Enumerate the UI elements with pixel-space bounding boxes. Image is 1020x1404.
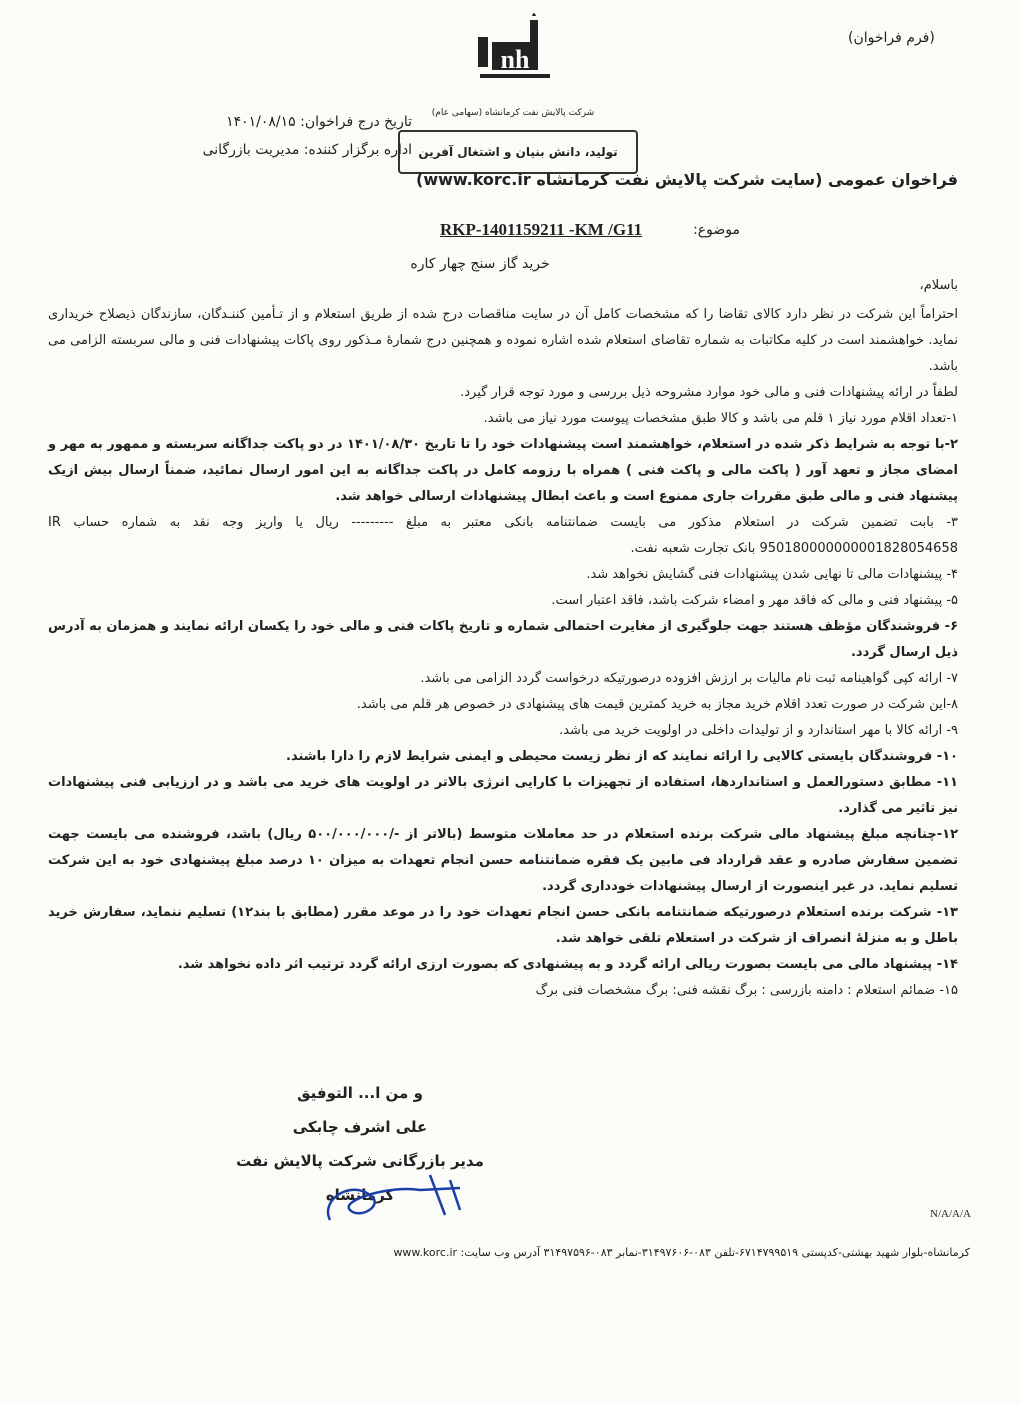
- subject-row: [440, 220, 740, 244]
- organizing-department: اداره برگزار کننده: مدیریت بازرگانی: [202, 142, 412, 158]
- footer-address: کرمانشاه-بلوار شهید بهشتی-کدپستی ۶۷۱۴۷۹۹۵۱۹-تلفن ۰۸۳-۳۱۴۹۷۶۰۶-نمابر ۰۸۳-۳۱۴۹۷۵۹۶ آدرس وب سایت: www.korc.ir: [393, 1246, 970, 1259]
- svg-text:nh: nh: [500, 45, 530, 74]
- publish-date: تاریخ درج فراخوان: ۱۴۰۱/۰۸/۱۵: [226, 114, 412, 130]
- clause-13: ۱۳- شرکت برنده استعلام درصورتیکه ضمانتنامه بانکی حسن انجام تعهدات خود را در موعد مقرر (مطابق با بند۱۲) تسلیم ننماید، سفارش خرید باطل و به منزلهٔ انصراف از شرکت در استعلام تلقی خواهد شد.: [48, 905, 958, 946]
- handwritten-signature: [310, 1160, 480, 1240]
- clause-6: ۶- فروشندگان مؤظف هستند جهت جلوگیری از مغایرت احتمالی شماره و تاریخ پاکات فنی و مالی خود را یکسان ارائه نمایند و همزمان به آدرس ذیل ارسال گردد.: [48, 619, 958, 660]
- clause-15-attachments: ۱۵- ضمائم استعلام : دامنه بازرسی : برگ نقشه فنی: برگ مشخصات فنی برگ: [535, 983, 958, 998]
- subject-title: خرید گاز سنج چهار کاره: [410, 256, 550, 272]
- slogan-text: تولید، دانش بنیان و اشتغال آفرین: [418, 145, 618, 159]
- greeting: باسلام،: [919, 278, 958, 293]
- clause-11: ۱۱- مطابق دستورالعمل و استانداردها، استفاده از تجهیزات با کارایی انرژی بالاتر در اولویت های خرید می باشد و در ارزیابی فنی پیشنهادات نیز تاثیر می گذارد.: [48, 775, 958, 816]
- signer-name: علی اشرف چابکی: [292, 1118, 428, 1136]
- clause-2: ۲-با توجه به شرایط ذکر شده در استعلام، خواهشمند است پیشنهادات خود را تا تاریخ ۱۴۰۱/۰۸/۳۰ در دو پاکت جداگانه سربسته و ممهور به مهر و امضای مجاز و تعهد آور ( پاکت مالی و پاکت فنی ) همراه با رزومه کامل در پاکت جداگانه به این امور ارسال نمائید، ضمناً ارسال بیش ازیک پیشنهاد فنی و مالی طبق مقررات جاری ممنوع است و باعث ابطال پیشنهادات ارسالی خواهد شد.: [48, 437, 958, 504]
- clause-7: ۷- ارائه کپی گواهینامه ثبت نام مالیات بر ارزش افزوده درصورتیکه درخواست گردد الزامی می باشد.: [420, 671, 958, 686]
- subject-label: موضوع:: [693, 222, 740, 238]
- clause-1: ۱-تعداد اقلام مورد نیاز ۱ قلم می باشد و کالا طبق مشخصات پیوست مورد نیاز می باشد.: [483, 411, 958, 426]
- clause-8: ۸-این شرکت در صورت تعدد اقلام خرید مجاز به خرید کمترین قیمت های پیشنهادی در خصوص هر قلم می باشد.: [356, 697, 958, 712]
- company-name: شرکت پالایش نفت کرمانشاه (سهامی عام): [431, 108, 595, 118]
- clause-14: ۱۴- پیشنهاد مالی می بایست بصورت ریالی ارائه گردد و به پیشنهادی که بصورت ارزی ارائه گردد ترتیب اثر داده نخواهد شد.: [177, 957, 958, 972]
- subject-code: RKP-1401159211 -KM /G11: [440, 220, 643, 239]
- clause-4: ۴- پیشنهادات مالی تا نهایی شدن پیشنهادات فنی گشایش نخواهد شد.: [586, 567, 958, 582]
- signer-position: مدیر بازرگانی شرکت پالایش نفت کرمانشاه: [236, 1152, 484, 1204]
- company-logo: [470, 12, 560, 102]
- document-title: فراخوان عمومی (سایت شرکت پالایش نفت کرمانشاه www.korc.ir): [416, 170, 958, 189]
- document-body: [48, 302, 958, 1004]
- form-type-label: (فرم فراخوان): [848, 30, 935, 46]
- clause-5: ۵- پیشنهاد فنی و مالی که فاقد مهر و امضاء شرکت باشد، فاقد اعتبار است.: [551, 593, 958, 608]
- intro-paragraph: احتراماً این شرکت در نظر دارد کالای تقاضا را که مشخصات کامل آن در سایت مناقصات درج شده از طریق استعلام و از تـأمین کننـدگان، سازندگان ذیصلاح خریداری نماید. خواهشمند است در کلیه مکاتبات به شماره تقاضای استعلام شده اشاره نموده و همچنین درج شمارهٔ مـذکور روی پاکات پیشنهادات فنی و مالی سربسته الزامی می باشد.: [48, 307, 958, 374]
- document-code: N/A/A/A: [930, 1208, 971, 1220]
- closing-phrase: و من ا... التوفیق: [297, 1084, 423, 1102]
- clause-10: ۱۰- فروشندگان بایستی کالایی را ارائه نمایند که از نظر زیست محیطی و ایمنی شرایط لازم را دارا باشند.: [286, 749, 958, 764]
- clause-3: ۳- بابت تضمین شرکت در استعلام مذکور می بایست ضمانتنامه بانکی معتبر به مبلغ --------- ریال یا واریز وجه نقد به شماره حساب IR 950180000000001828054658 بانک تجارت شعبه نفت.: [48, 515, 958, 556]
- clause-9: ۹- ارائه کالا با مهر استاندارد و از تولیدات داخلی در اولویت خرید می باشد.: [559, 723, 958, 738]
- instruction-paragraph: لطفاً در ارائه پیشنهادات فنی و مالی خود موارد مشروحه ذیل بررسی و مورد توجه قرار گیرد.: [460, 385, 958, 400]
- slogan-box: [398, 130, 638, 174]
- clause-12: ۱۲-چنانچه مبلغ پیشنهاد مالی شرکت برنده استعلام در حد معاملات متوسط (بالاتر از -/۵۰۰/۰۰۰/۰۰۰ ریال) باشد، فروشنده می بایست جهت تضمین سفارش صادره و عقد قرارداد فی مابین یک فقره ضمانتنامه حسن انجام تعهدات به میزان ۱۰ درصد مبلغ پیشنهادی خود به این شرکت تسلیم نماید. در غیر اینصورت از ارسال پیشنهادات خودداری گردد.: [48, 827, 959, 894]
